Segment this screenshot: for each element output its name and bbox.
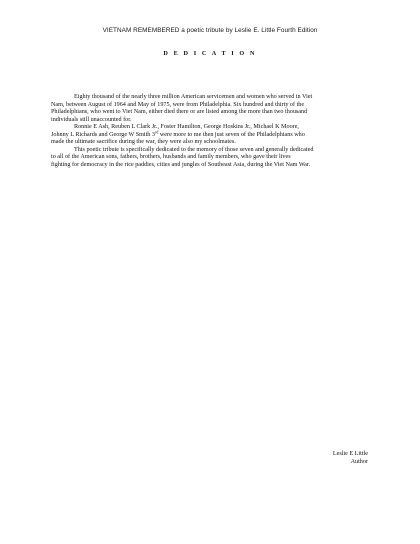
dedication-body [51, 94, 373, 169]
text-line: Eighty thousand of the nearly three million American servicemen and women who served in Viet [74, 94, 313, 100]
text-line: This poetic tribute is specifically dedicated to the memory of those seven and generally dedicated [74, 146, 314, 153]
text-line: individuals still unaccounted for. [51, 116, 132, 123]
author-name: Leslie E Little [332, 451, 368, 457]
dedication-title: D E D I C A T I O N [163, 50, 257, 57]
text-line: to all of the American sons, fathers, brothers, husbands and family members, who gave their lives [51, 154, 291, 161]
running-header: VIETNAM REMEMBERED a poetic tribute by Leslie E. Little Fourth Edition [102, 27, 318, 34]
author-signature [333, 451, 368, 466]
text-line: Philadelphians, who went to Viet Nam, either died there or are listed among the more than two thousand [51, 109, 308, 116]
text-line: fighting for democracy in the rice paddies, cities and jungles of Southeast Asia, during the Viet Nam War. [51, 161, 311, 168]
ordinal-suffix: rd [154, 129, 159, 135]
paragraph-2 [51, 124, 373, 147]
text-fragment: were more to me then just seven of the Philadelphians who [158, 131, 305, 138]
text-line: Nam, between August of 1964 and May of 1975, were from Philadelphia. Six hundred and thirty of the [51, 101, 305, 108]
text-fragment: Johnny L Richards and George W Smith 3 [51, 131, 155, 138]
paragraph-3 [51, 147, 373, 170]
text-line: Ronnie E Ash, Reuben L Clark Jr., Foster Hamilton, George Hoskins Jr., Michael K Moore, [74, 124, 299, 131]
text-line: made the ultimate sacrifice during the war, they were also my schoolmates. [51, 139, 236, 146]
author-role: Author [350, 458, 368, 465]
paragraph-1 [51, 94, 373, 124]
